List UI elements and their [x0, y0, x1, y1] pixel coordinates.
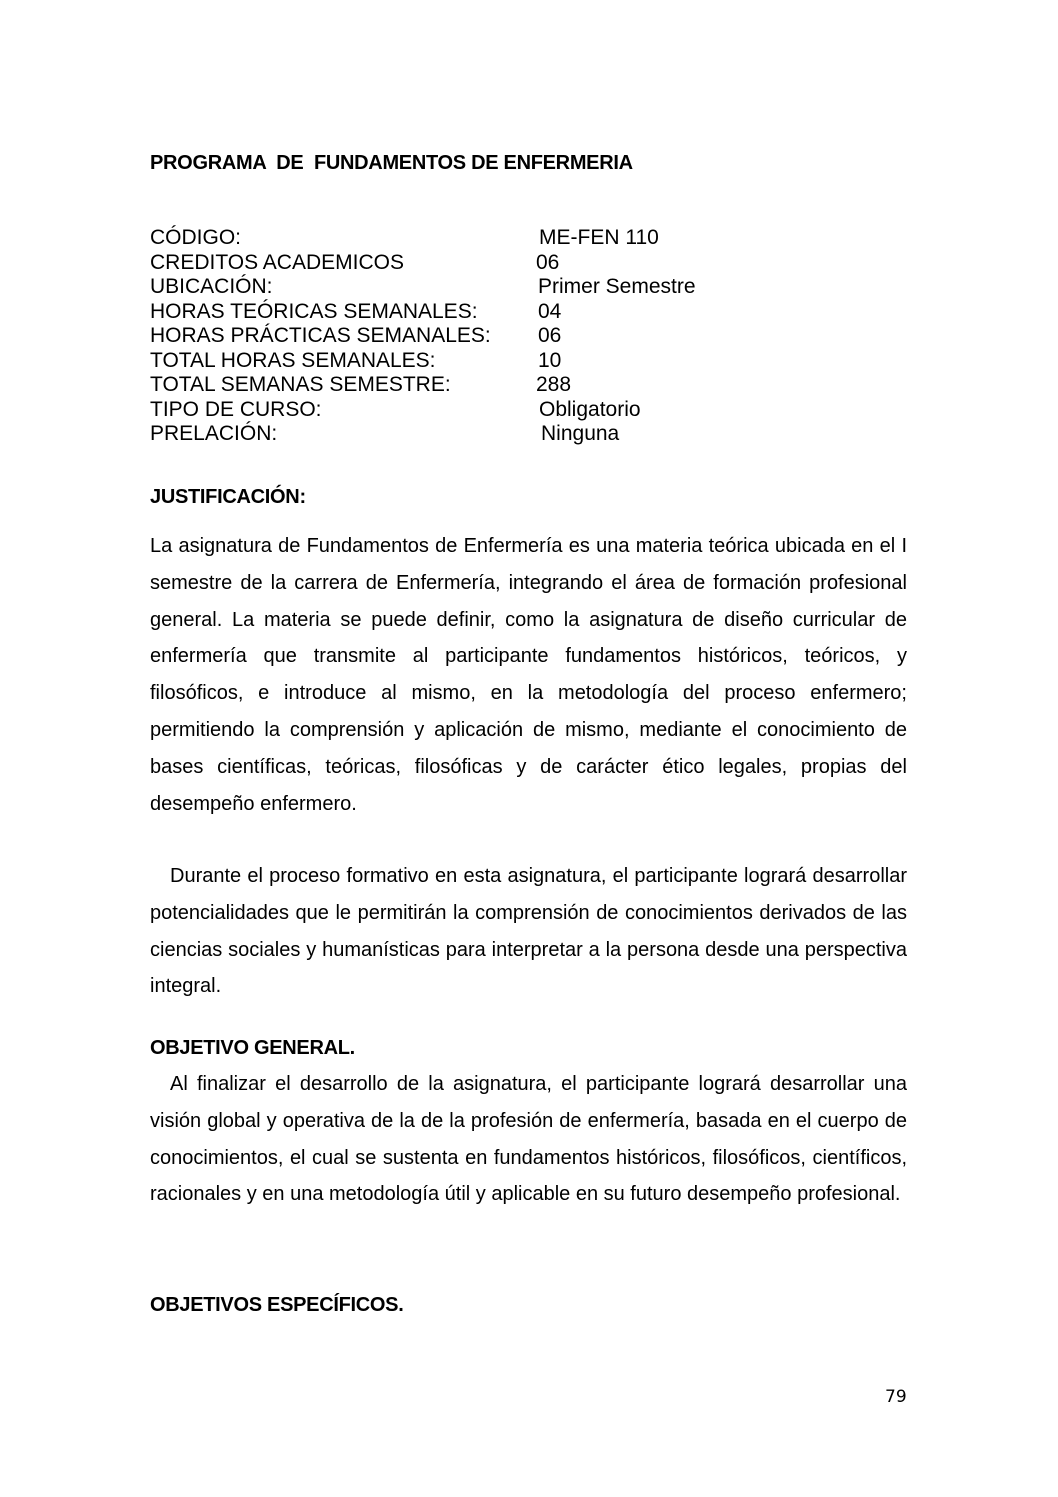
section-heading-objetivos-especificos: OBJETIVOS ESPECÍFICOS. — [150, 1294, 404, 1316]
info-value: 04 — [538, 299, 562, 323]
info-value: Obligatorio — [539, 397, 641, 421]
justificacion-paragraph-1: La asignatura de Fundamentos de Enfermería es una materia teórica ubicada en el I semestre de la carrera de Enfermería, integrando el área de formación profesional general. La materia se puede definir, como la asignatura de diseño curricular de enfermería que transmite al participante fundamentos históricos, teóricos, y filosóficos, e introduce al mismo, en la metodología del proceso enfermero; permitiendo la comprensión y aplicación de mismo, mediante el conocimiento de bases científicas, teóricas, filosóficas y de carácter ético legales, propias del desempeño enfermero. — [150, 535, 907, 815]
info-label: HORAS PRÁCTICAS SEMANALES: — [150, 324, 491, 347]
info-label: TOTAL SEMANAS SEMESTRE: — [150, 373, 451, 396]
info-value: 288 — [536, 373, 572, 396]
info-value: 06 — [536, 250, 560, 274]
objetivo-general-paragraph: Al finalizar el desarrollo de la asignatura, el participante logrará desarrollar una visión global y operativa de la de la profesión de enfermería, basada en el cuerpo de conocimientos, el cual se sustenta en fundamentos históricos, filosóficos, científicos, racionales y en una metodología útil y aplicable en su futuro desempeño profesional. — [150, 1073, 907, 1206]
info-value: Primer Semestre — [538, 275, 696, 298]
info-value: ME-FEN 110 — [539, 226, 659, 249]
info-label: CREDITOS ACADEMICOS — [150, 250, 404, 274]
info-label: CÓDIGO: — [150, 226, 242, 249]
justificacion-paragraph-2: Durante el proceso formativo en esta asignatura, el participante logrará desarrollar potencialidades que le permitirán la comprensión de conocimientos derivados de las ciencias sociales y humanísticas para interpretar a la persona desde una perspectiva integral. — [150, 865, 907, 998]
info-value: 10 — [538, 348, 562, 372]
section-heading-objetivo-general: OBJETIVO GENERAL. — [150, 1037, 355, 1059]
page-number: 79 — [885, 1387, 907, 1407]
info-value: Ninguna — [541, 422, 620, 445]
section-heading-justificacion: JUSTIFICACIÓN: — [150, 486, 306, 508]
info-label: PRELACIÓN: — [150, 422, 278, 445]
info-label: TIPO DE CURSO: — [150, 397, 322, 421]
info-label: HORAS TEÓRICAS SEMANALES: — [150, 299, 478, 323]
info-label: TOTAL HORAS SEMANALES: — [150, 348, 436, 372]
info-value: 06 — [538, 324, 562, 347]
info-label: UBICACIÓN: — [150, 275, 273, 298]
document-title: PROGRAMA DE FUNDAMENTOS DE ENFERMERIA — [150, 152, 633, 174]
